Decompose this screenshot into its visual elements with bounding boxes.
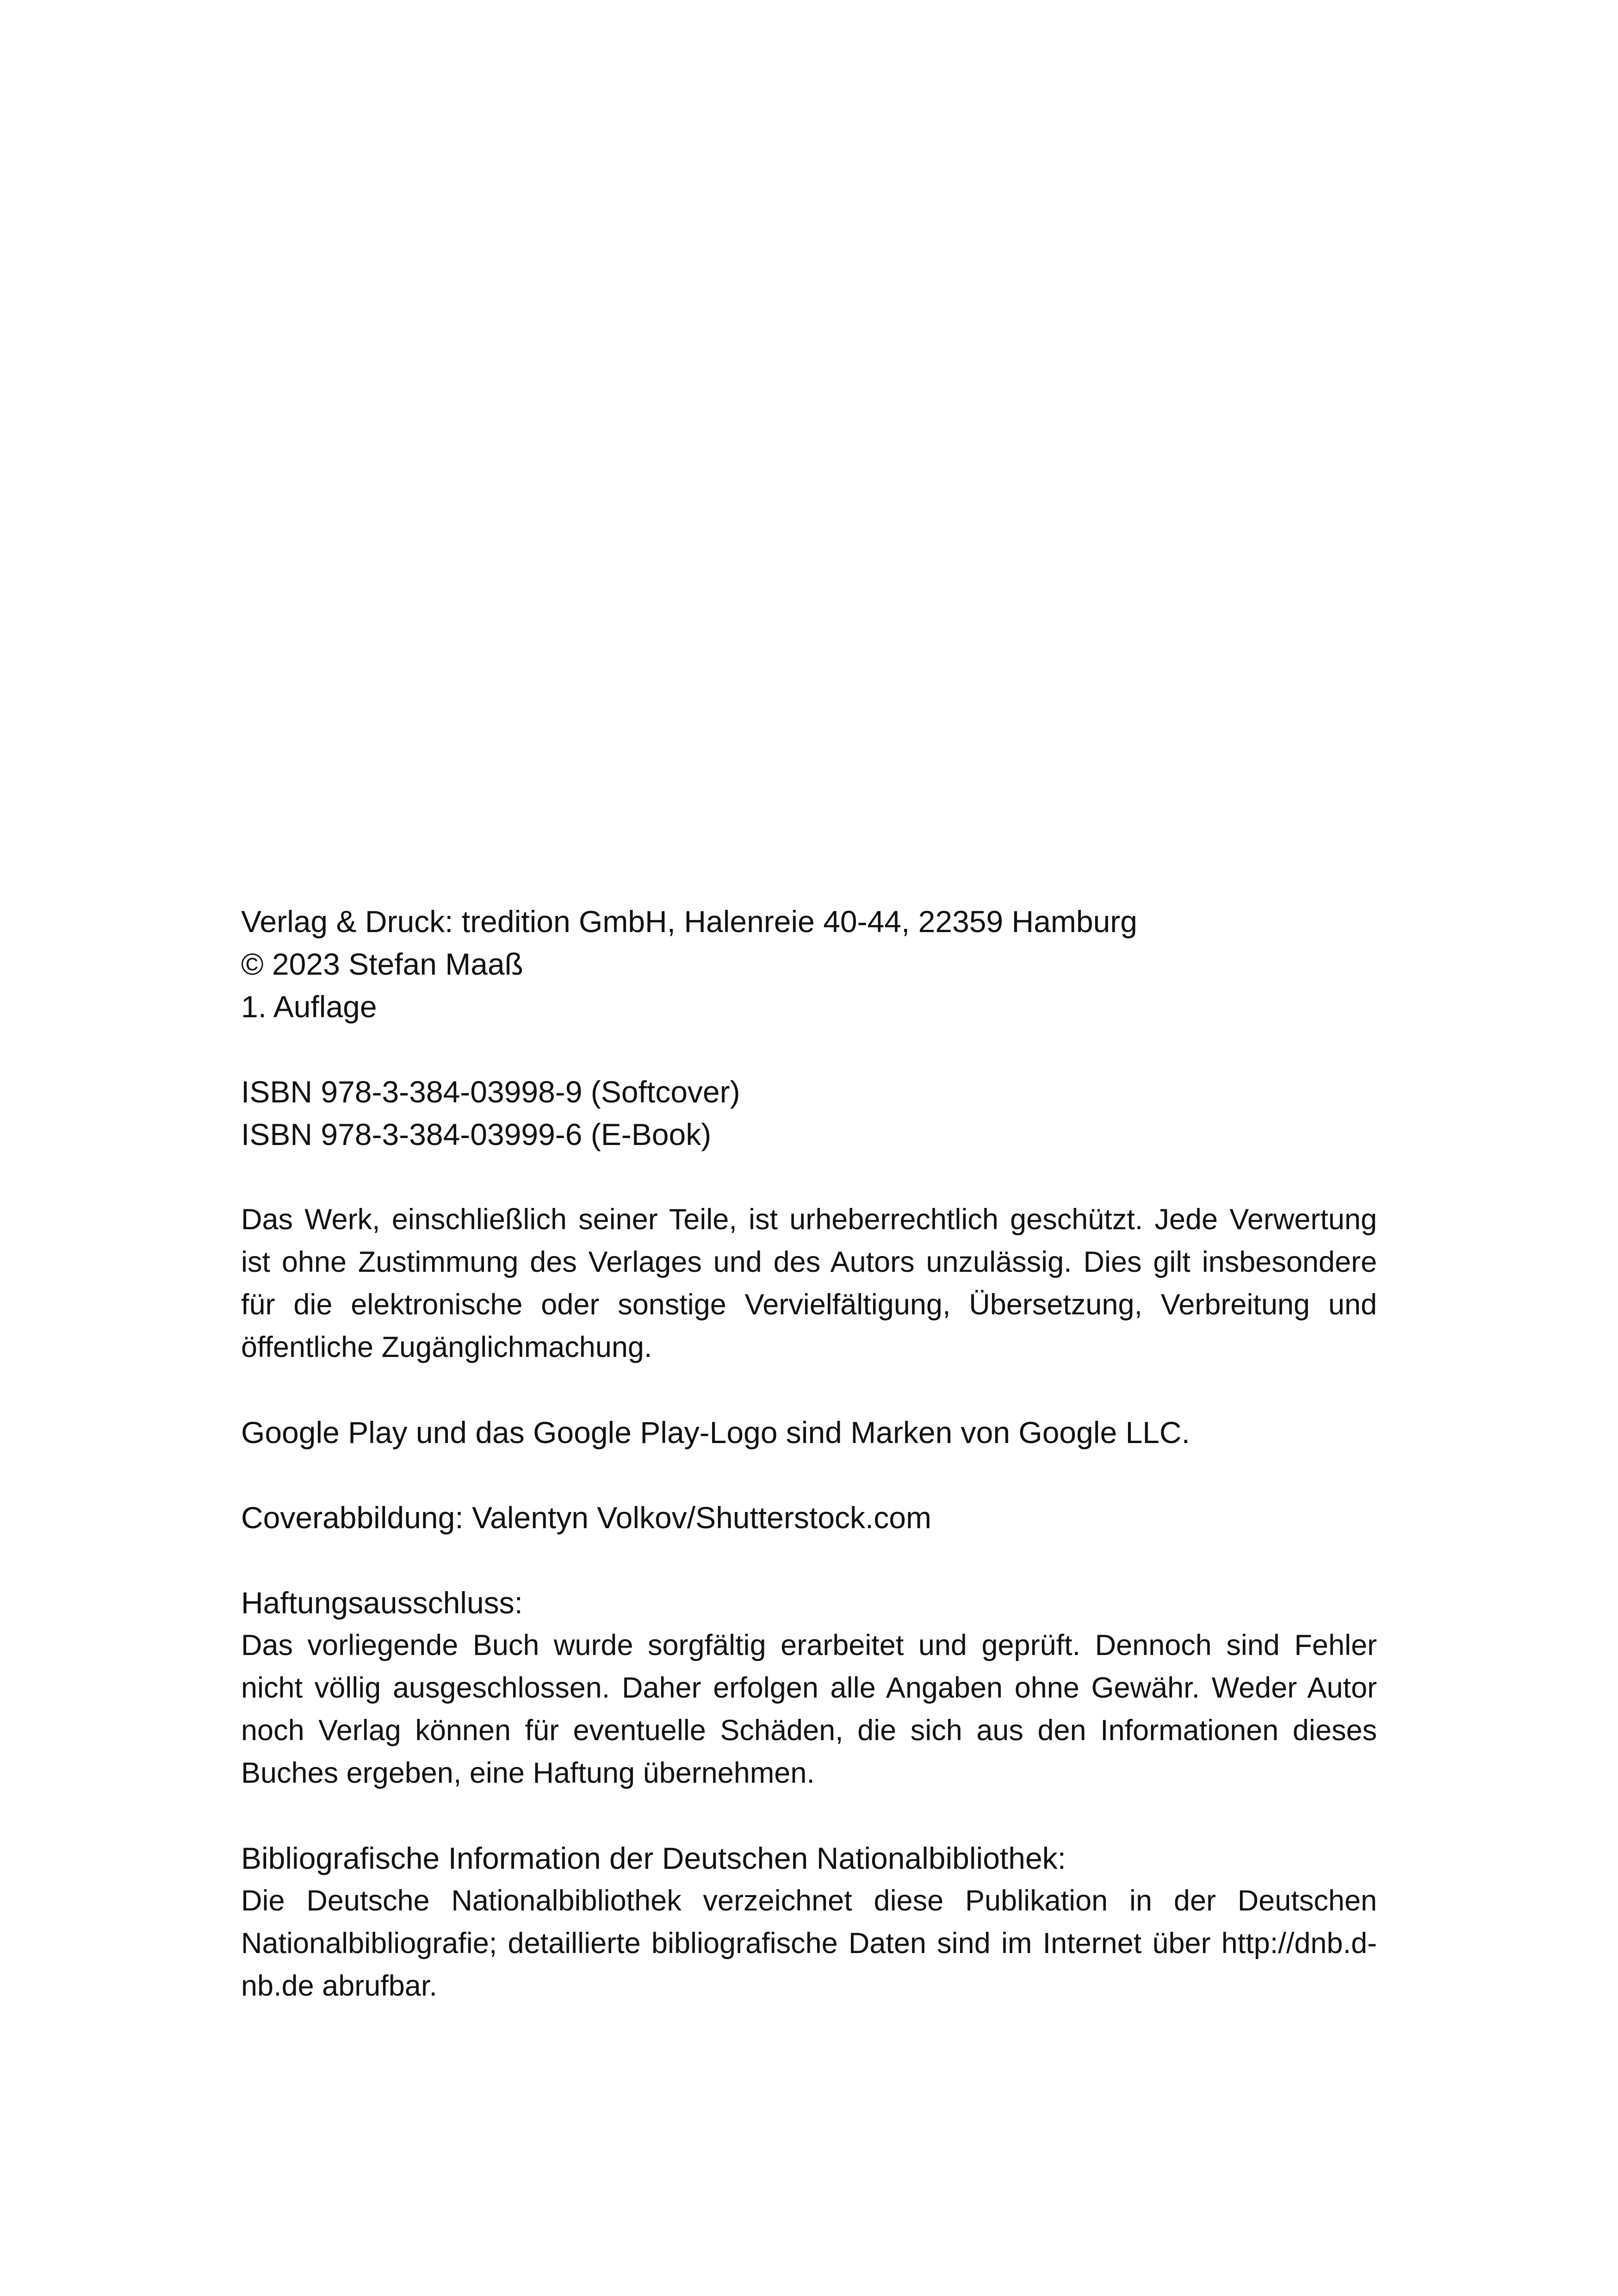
copyright-line: © 2023 Stefan Maaß <box>241 947 523 981</box>
trademark-notice: Google Play und das Google Play-Logo sind Marken von Google LLC. <box>241 1415 1190 1450</box>
spacer <box>241 1369 1377 1411</box>
spacer <box>241 1539 1377 1581</box>
bibliographic-text: Die Deutsche Nationalbibliothek verzeichnet diese Publikation in der Deutschen Nationalbibliografie; detaillierte bibliografische Daten sind im Internet über http://dnb.d-nb.de abrufbar. <box>241 1885 1377 2002</box>
imprint-block <box>241 900 1377 2007</box>
spacer <box>241 1156 1377 1198</box>
isbn-ebook: ISBN 978-3-384-03999-6 (E-Book) <box>241 1117 712 1151</box>
copyright-notice: Das Werk, einschließlich seiner Teile, ist urheberrechtlich geschützt. Jede Verwertung ist ohne Zustimmung des Verlages und des Autors unzulässig. Dies gilt insbesondere für die elektronische oder sonstige Vervielfältigung, Übersetzung, Verbreitung und öffentliche Zugänglichmachung. <box>241 1203 1377 1363</box>
spacer <box>241 1454 1377 1496</box>
disclaimer-text: Das vorliegende Buch wurde sorgfältig erarbeitet und geprüft. Dennoch sind Fehler nicht völlig ausgeschlossen. Daher erfolgen alle Angaben ohne Gewähr. Weder Autor noch Verlag können für eventuelle Schäden, die sich aus den Informationen dieses Buches ergeben, eine Haftung übernehmen. <box>241 1629 1377 1789</box>
publisher-line: Verlag & Druck: tredition GmbH, Halenreie 40-44, 22359 Hamburg <box>241 904 1137 939</box>
bibliographic-heading: Bibliografische Information der Deutschen Nationalbibliothek: <box>241 1841 1066 1875</box>
cover-credit: Coverabbildung: Valentyn Volkov/Shutterstock.com <box>241 1500 931 1535</box>
disclaimer-heading: Haftungsausschluss: <box>241 1586 523 1620</box>
isbn-softcover: ISBN 978-3-384-03998-9 (Softcover) <box>241 1075 740 1109</box>
spacer <box>241 1028 1377 1070</box>
edition-line: 1. Auflage <box>241 989 377 1024</box>
spacer <box>241 1794 1377 1837</box>
